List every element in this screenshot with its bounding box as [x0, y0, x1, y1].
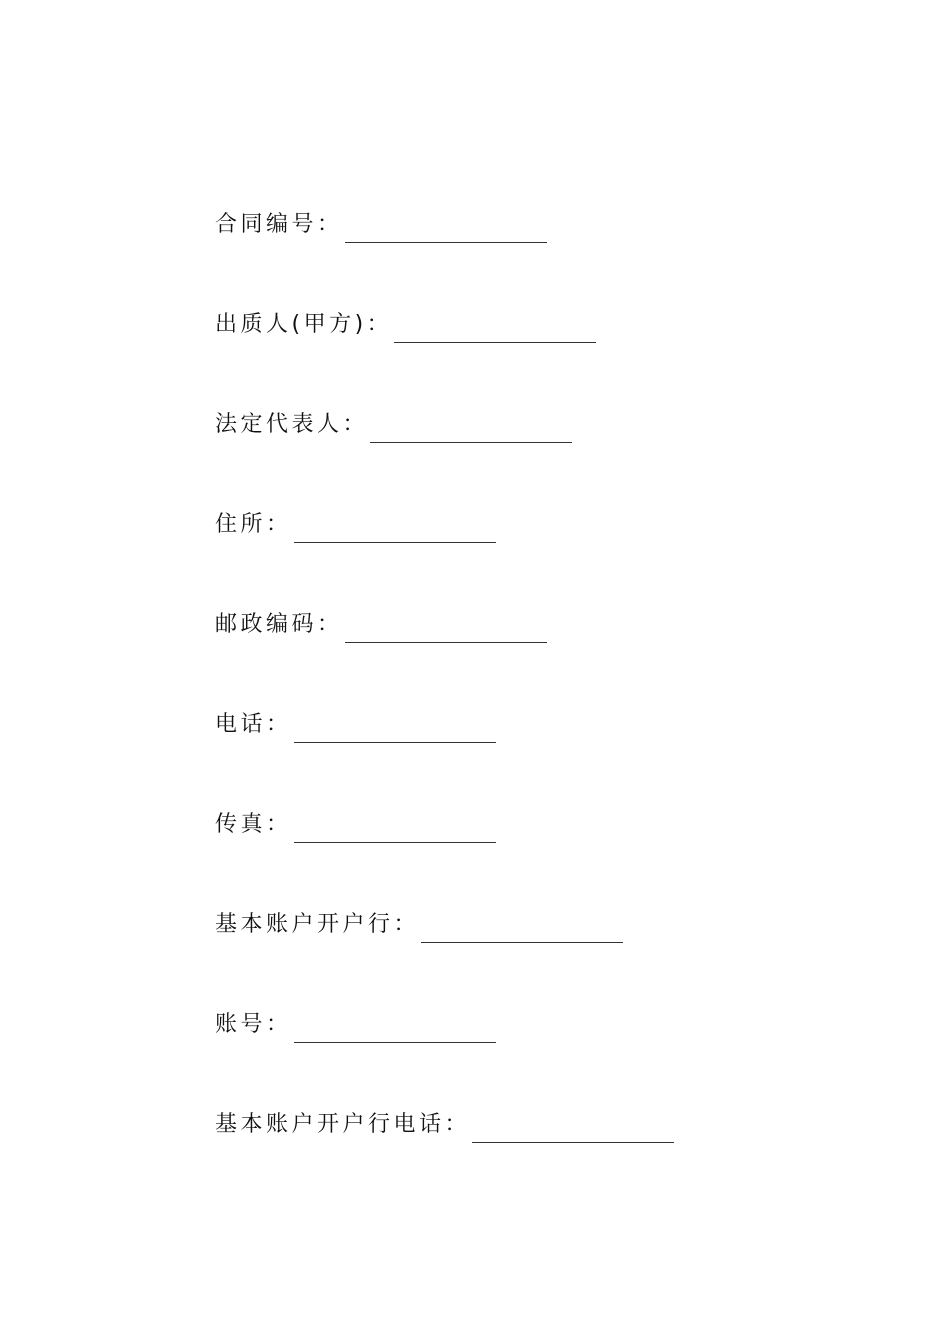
address-row — [215, 445, 855, 545]
phone-label: 电话： — [215, 712, 292, 737]
legal-representative-label: 法定代表人： — [215, 412, 369, 437]
pledgor-row — [215, 245, 855, 345]
fax-label: 传真： — [215, 812, 292, 837]
legal-representative-row — [215, 345, 855, 445]
bank-phone-label: 基本账户开户行电话： — [215, 1112, 471, 1137]
legal-representative-blank[interactable] — [370, 414, 572, 443]
address-label: 住所： — [215, 512, 292, 537]
address-blank[interactable] — [294, 514, 496, 543]
phone-blank[interactable] — [294, 714, 496, 743]
bank-row — [215, 845, 855, 945]
contract-number-row — [215, 205, 855, 245]
party-info-form — [215, 205, 855, 1145]
contract-number-blank[interactable] — [345, 214, 547, 243]
bank-phone-row — [215, 1045, 855, 1145]
bank-blank[interactable] — [421, 914, 623, 943]
postal-code-label: 邮政编码： — [215, 612, 343, 637]
phone-row — [215, 645, 855, 745]
postal-code-blank[interactable] — [345, 614, 547, 643]
bank-phone-blank[interactable] — [472, 1114, 674, 1143]
account-number-blank[interactable] — [294, 1014, 496, 1043]
bank-label: 基本账户开户行： — [215, 912, 420, 937]
account-number-row — [215, 945, 855, 1045]
fax-blank[interactable] — [294, 814, 496, 843]
fax-row — [215, 745, 855, 845]
contract-number-label: 合同编号： — [215, 212, 343, 237]
pledgor-blank[interactable] — [394, 314, 596, 343]
pledgor-label: 出质人(甲方)： — [215, 312, 393, 337]
account-number-label: 账号： — [215, 1012, 292, 1037]
postal-code-row — [215, 545, 855, 645]
